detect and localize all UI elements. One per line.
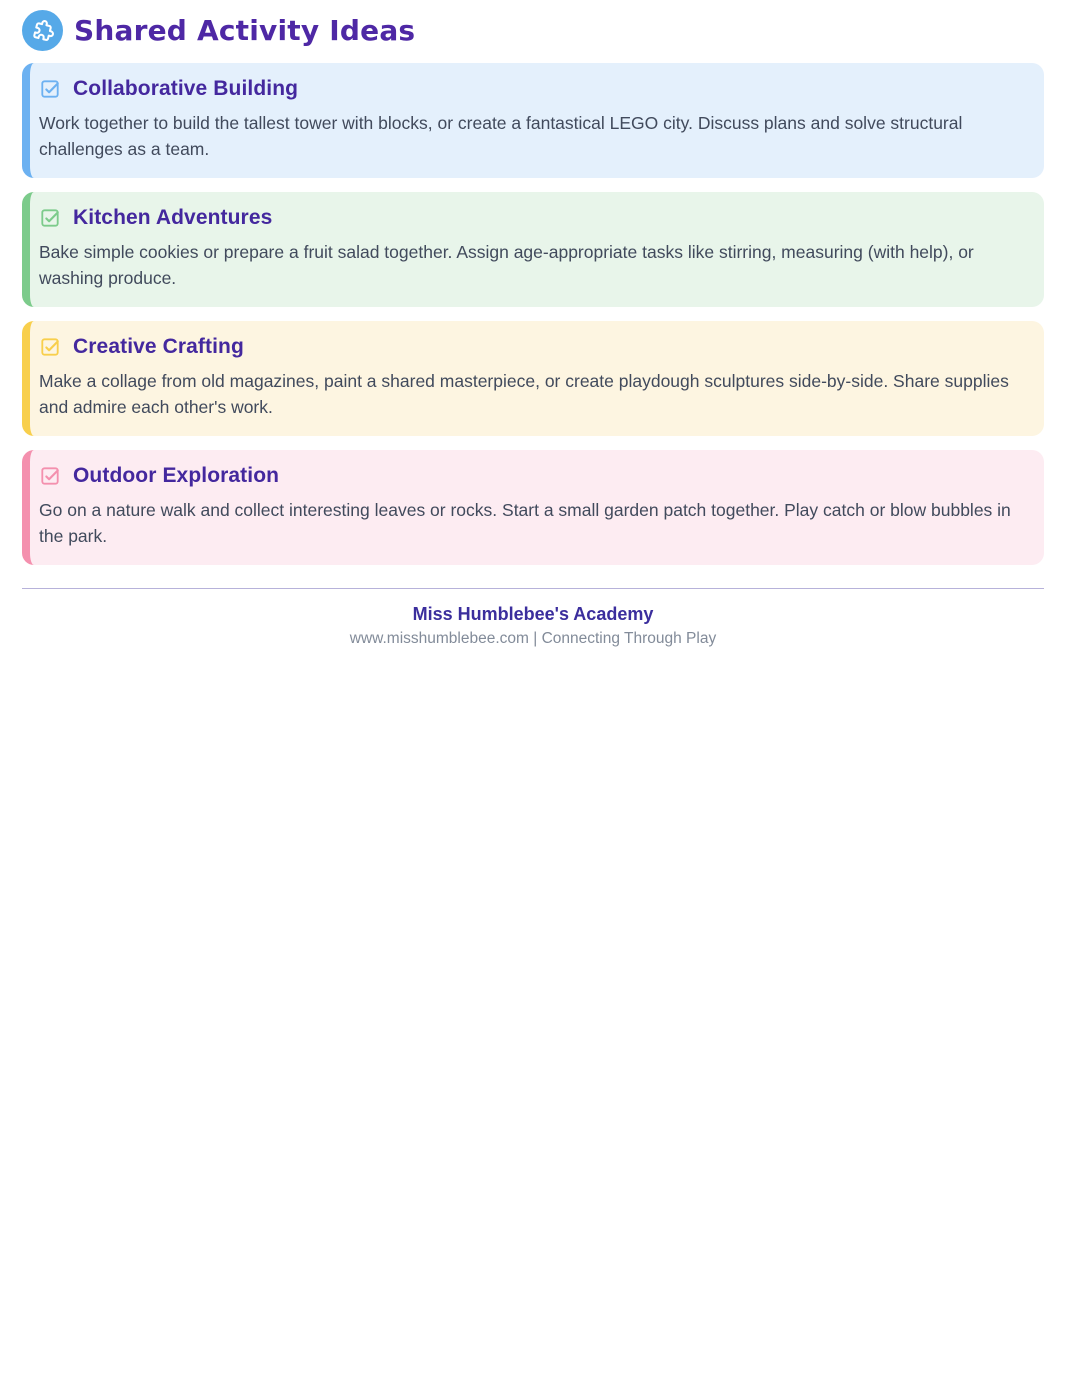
footer-website-tagline: www.misshumblebee.com | Connecting Through Play [349, 630, 717, 647]
activity-card-kitchen-adventures [22, 192, 1044, 307]
card-description: Go on a nature walk and collect interesting leaves or rocks. Start a small garden patch together. Play catch or blow bubbles in the park. [39, 500, 1011, 546]
checkbox-check-icon [39, 207, 61, 229]
checkbox-check-icon [39, 336, 61, 358]
card-header [39, 77, 1030, 101]
card-title: Outdoor Exploration [73, 464, 280, 487]
checkbox-check-icon [39, 78, 61, 100]
card-description: Work together to build the tallest tower with blocks, or create a fantastical LEGO city. Discuss plans and solve structural challenges as a team. [39, 113, 963, 159]
activity-card-outdoor-exploration [22, 450, 1044, 565]
page-title: Shared Activity Ideas [74, 14, 416, 47]
activity-card-creative-crafting [22, 321, 1044, 436]
page-footer [22, 604, 1044, 648]
activity-card-collaborative-building [22, 63, 1044, 178]
activity-ideas-page [0, 0, 1066, 648]
card-header [39, 206, 1030, 230]
puzzle-icon [22, 10, 63, 51]
card-header [39, 335, 1030, 359]
page-header [22, 10, 1044, 51]
footer-divider [22, 588, 1044, 589]
footer-organization-name: Miss Humblebee's Academy [412, 604, 654, 624]
card-title: Collaborative Building [73, 77, 299, 100]
card-description: Bake simple cookies or prepare a fruit salad together. Assign age-appropriate tasks like stirring, measuring (with help), or washing produce. [39, 242, 974, 288]
checkbox-check-icon [39, 465, 61, 487]
card-title: Creative Crafting [73, 335, 244, 358]
card-title: Kitchen Adventures [73, 206, 273, 229]
card-header [39, 464, 1030, 488]
card-description: Make a collage from old magazines, paint a shared masterpiece, or create playdough sculptures side-by-side. Share supplies and admire each other's work. [39, 371, 1009, 417]
